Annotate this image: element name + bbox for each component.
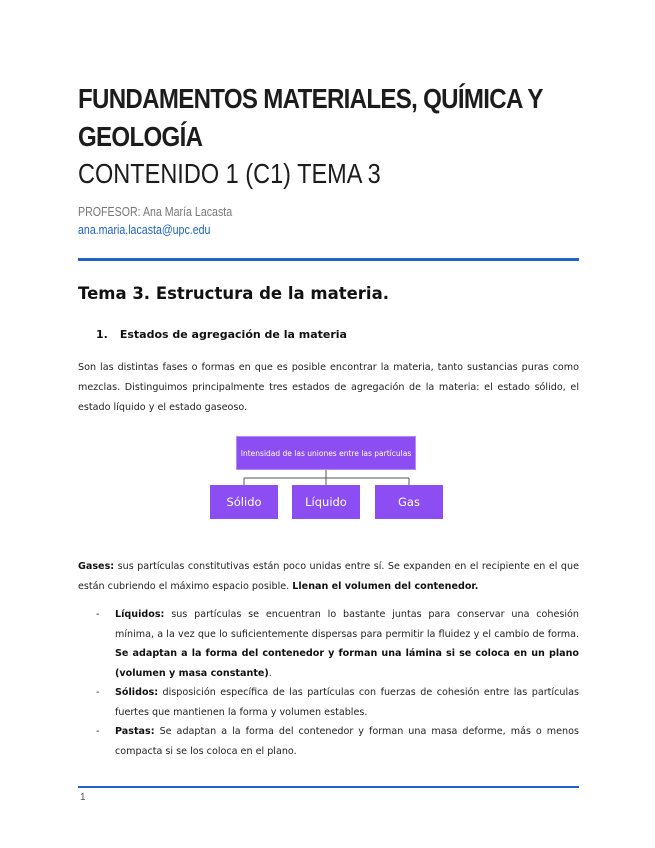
document-subtitle: CONTENIDO 1 (C1) TEMA 3 xyxy=(78,158,381,189)
gases-bold: Llenan el volumen del contenedor. xyxy=(292,581,479,592)
page-number: 1 xyxy=(80,792,86,803)
gases-text: sus partículas constitutivas están poco unidas entre sí. Se expanden en el recipiente en el que están cubriendo el máximo espacio posible. xyxy=(78,561,579,592)
states-diagram xyxy=(200,432,460,527)
gases-paragraph xyxy=(78,557,579,597)
intro-paragraph: Son las distintas fases o formas en que es posible encontrar la materia, tanto sustancias puras como mezclas. Distinguimos principalmente tres estados de agregación de la materia: el estado sólido, el estado líquido y el estado gaseoso. xyxy=(78,362,579,413)
liquids-text: sus partículas se encuentran lo bastante juntas para conservar una cohesión mínima, a la vez que lo suficientemente dispersas para permitir la fluidez y el cambio de forma. xyxy=(115,609,579,640)
header-divider xyxy=(78,258,579,261)
diagram-root-box: Intensidad de las uniones entre las partículas xyxy=(236,436,416,470)
footer-divider xyxy=(78,786,579,788)
pastes-label: Pastas: xyxy=(115,726,155,737)
list-item-liquids xyxy=(78,605,579,683)
email-link[interactable]: ana.maria.lacasta@upc.edu xyxy=(78,223,211,237)
list-item-solids xyxy=(78,683,579,722)
list-dash: - xyxy=(96,726,100,737)
subsection-title: Estados de agregación de la materia xyxy=(119,328,347,341)
liquids-bold: Se adaptan a la forma del contenedor y forman una lámina si se coloca en un plano (volumen y masa constante) xyxy=(115,648,579,679)
subsection-heading xyxy=(96,328,347,341)
subsection-number: 1. xyxy=(96,328,108,341)
professor-line: PROFESOR: Ana María Lacasta xyxy=(78,205,233,219)
liquids-label: Líquidos: xyxy=(115,609,165,620)
list-dash: - xyxy=(96,687,100,698)
diagram-liquid-box: Líquido xyxy=(292,485,360,519)
list-item-pastes xyxy=(78,722,579,761)
section-heading: Tema 3. Estructura de la materia. xyxy=(78,284,389,303)
document-title: FUNDAMENTOS MATERIALES, QUÍMICA Y GEOLOGÍA xyxy=(78,83,543,152)
solids-label: Sólidos: xyxy=(115,687,159,698)
diagram-solid-box: Sólido xyxy=(210,485,278,519)
liquids-tail: . xyxy=(268,667,272,679)
gases-label: Gases: xyxy=(78,561,115,572)
pastes-text: Se adaptan a la forma del contenedor y forman una masa deforme, más o menos compacta si se los coloca en el plano. xyxy=(115,726,579,757)
states-list xyxy=(78,605,579,761)
diagram-gas-box: Gas xyxy=(375,485,443,519)
solids-text: disposición específica de las partículas con fuerzas de cohesión entre las partículas fuertes que mantienen la forma y volumen estables. xyxy=(115,687,579,718)
list-dash: - xyxy=(96,609,100,620)
